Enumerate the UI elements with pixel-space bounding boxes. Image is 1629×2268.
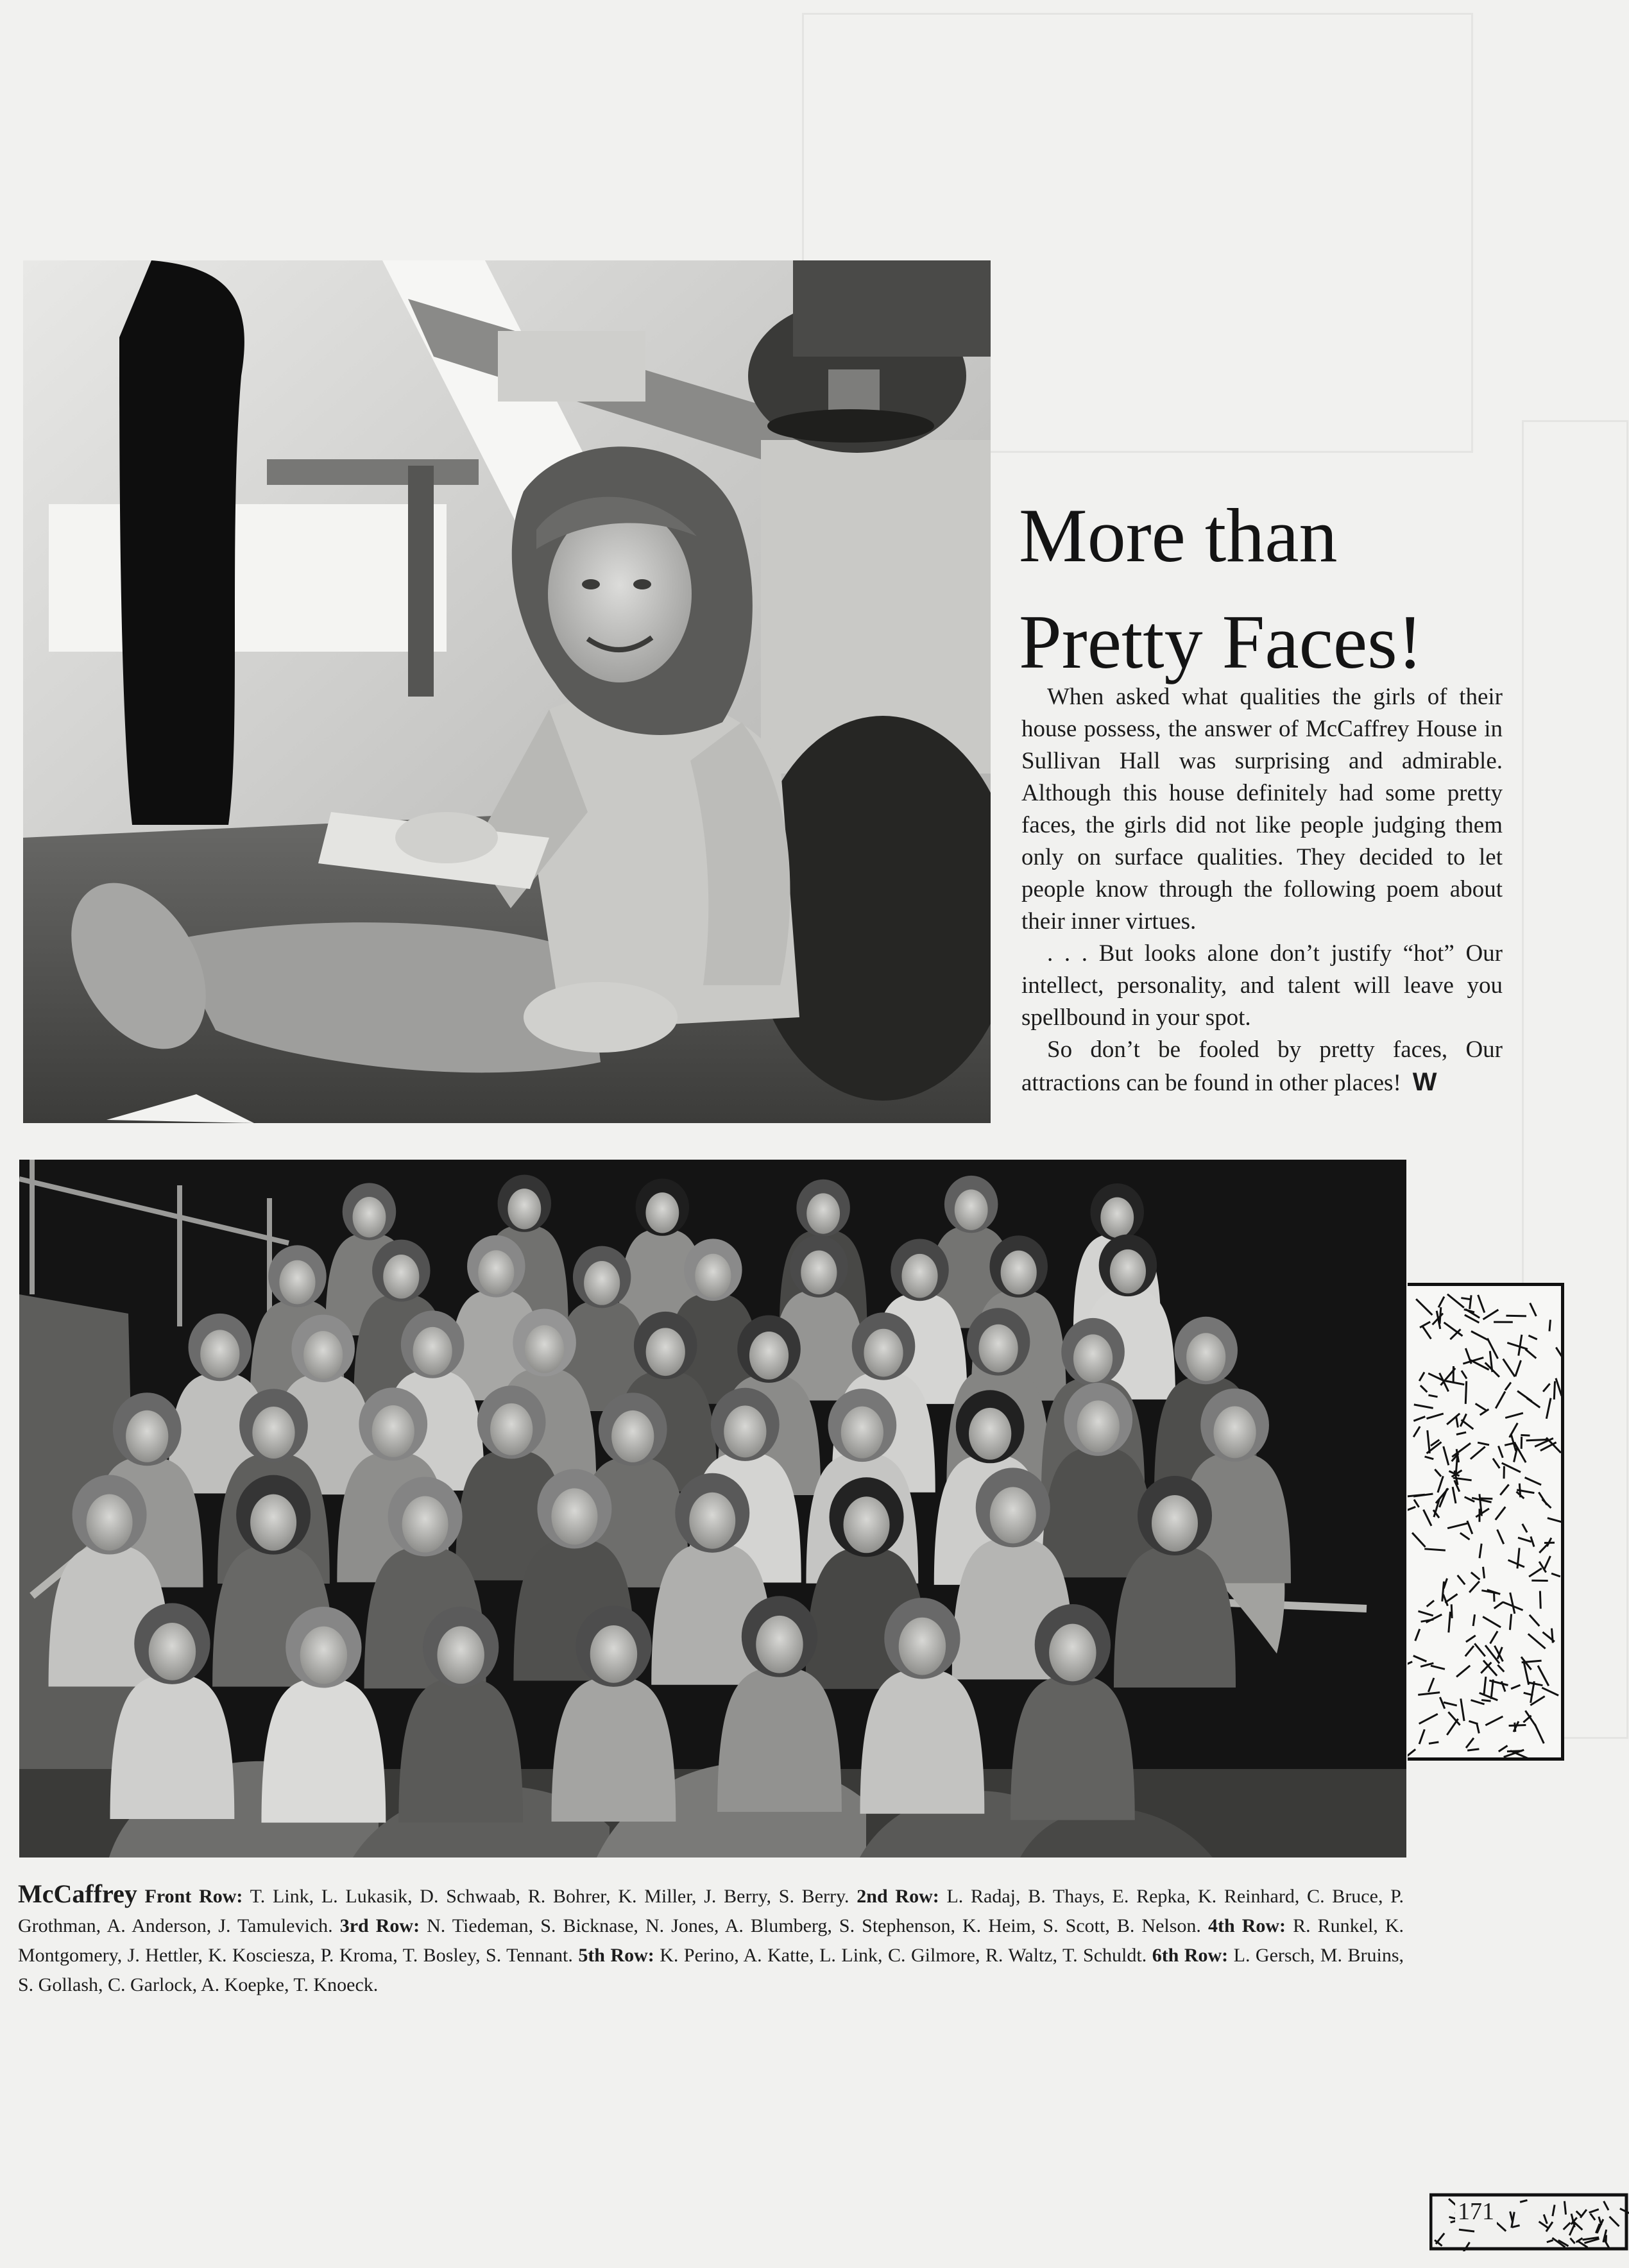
squiggle-mark [1420,1385,1428,1392]
squiggle-mark [1456,1432,1466,1434]
squiggle-mark [1442,1582,1444,1602]
squiggle-mark [1449,1612,1451,1633]
squiggle-mark [1591,2213,1595,2220]
squiggle-mark [1507,1751,1522,1752]
squiggle-mark [1444,1702,1457,1705]
squiggle-mark [1505,1413,1523,1418]
squiggle-mark [1580,2210,1587,2218]
squiggle-mark [1419,1372,1424,1381]
squiggle-mark [1425,1457,1434,1459]
squiggle-mark [1466,1636,1476,1642]
squiggle-mark [1429,1742,1438,1743]
squiggle-mark [1500,1485,1508,1495]
squiggle-mark [1467,1521,1472,1534]
headline-line-1: More than [1019,493,1338,578]
squiggle-mark [1483,1567,1485,1578]
headline-line-2: Pretty Faces! [1019,599,1423,684]
squiggle-mark [1529,1682,1543,1685]
squiggle-mark [1445,1594,1457,1602]
squiggle-mark [1556,1378,1561,1396]
squiggle-mark [1480,1544,1481,1559]
squiggle-mark [1426,1614,1442,1622]
squiggle-mark [1428,1395,1437,1397]
squiggle-mark [1490,1631,1498,1643]
squiggle-mark [1589,2209,1599,2212]
squiggle-mark [1412,1533,1425,1547]
squiggle-mark [1494,1602,1503,1609]
squiggle-mark [1426,1414,1443,1419]
squiggle-mark [1529,1568,1542,1577]
squiggle-mark [1413,1426,1420,1437]
squiggle-mark [1517,1391,1532,1401]
caption-house-name: McCaffrey [18,1879,137,1908]
squiggle-mark [1551,1573,1560,1577]
squiggle-mark [1481,1700,1490,1701]
caption-row-names: L. Gersch, M. Bruins, S. Gollash, C. Garlock, A. Koepke, T. Knoeck. [18,1945,1404,1995]
squiggle-mark [1408,1507,1415,1513]
decorative-pattern-box [1408,1283,1564,1761]
poem-stanza-1: . . . But looks alone don’t justify “hot” Our intellect, personality, and talent will leave you spellbound in your spot. [1021,940,1503,1031]
squiggle-mark [1548,1518,1561,1522]
squiggle-mark [1521,1657,1531,1670]
squiggle-mark [1418,1693,1440,1695]
squiggle-mark [1461,1298,1471,1299]
squiggle-mark [1419,1714,1438,1723]
squiggle-mark [1525,1477,1541,1485]
squiggle-mark [1528,1634,1546,1648]
squiggle-mark [1515,1360,1521,1376]
squiggle-mark [1528,1335,1537,1339]
page-number-block [1429,2192,1629,2251]
squiggle-mark [1467,1749,1479,1750]
squiggle-mark [1474,1643,1485,1656]
group-photo [19,1160,1406,1858]
dorm-room-photo-art [23,260,991,1123]
caption-row-names: T. Link, L. Lukasik, D. Schwaab, R. Bohrer, K. Miller, J. Berry, S. Berry. [250,1886,849,1907]
caption-row-names: L. Radaj, B. Thays, E. Repka, K. Reinhard, C. Bruce, P. Grothman, A. Anderson, J. Tamulevich. [18,1886,1404,1936]
squiggle-mark [1501,1681,1505,1691]
poem-stanza-2-text: So don’t be fooled by pretty faces, Our attractions can be found in other places! [1021,1037,1503,1096]
squiggle-mark [1458,1575,1465,1584]
squiggle-mark [1491,1679,1493,1698]
caption-row-label: 6th Row: [1152,1945,1229,1966]
squiggle-mark [1496,1507,1506,1519]
squiggle-mark [1478,1295,1485,1313]
squiggle-mark [1510,2212,1513,2221]
squiggle-mark [1435,1469,1441,1477]
squiggle-mark [1499,1746,1508,1752]
squiggle-mark [1415,1629,1420,1641]
squiggle-mark [1416,1299,1432,1315]
caption-row-label: 4th Row: [1207,1915,1286,1936]
squiggle-mark [1471,1332,1488,1340]
squiggle-mark [1518,1537,1531,1541]
squiggle-mark [1544,2215,1547,2224]
squiggle-mark [1564,2201,1565,2215]
squiggle-mark [1462,1371,1467,1379]
squiggle-mark [1470,1295,1471,1309]
squiggle-mark [1554,1381,1555,1400]
squiggle-mark [1520,2200,1527,2202]
squiggle-mark [1512,2226,1520,2228]
squiggle-mark [1413,1655,1427,1661]
squiggle-mark [1440,1307,1441,1324]
squiggle-mark [1428,1678,1434,1692]
squiggle-mark [1539,1544,1548,1553]
squiggle-mark [1493,1459,1499,1468]
squiggle-mark [1408,1662,1412,1667]
page-number: 171 [1455,2197,1497,2226]
squiggle-mark [1497,1665,1504,1672]
squiggle-mark [1519,1335,1522,1356]
squiggle-mark [1478,1443,1489,1445]
caption-row-names: R. Runkel, K. Montgomery, J. Hettler, K. Kosciesza, P. Kroma, T. Bosley, S. Tennant. [18,1915,1404,1966]
squiggle-mark [1438,1476,1443,1493]
dorm-room-photo [23,260,991,1123]
squiggle-mark [1465,1646,1474,1656]
squiggle-mark [1462,1420,1474,1429]
squiggle-mark [1444,1446,1449,1465]
squiggle-mark [1471,1447,1485,1459]
squiggle-mark [1419,1729,1424,1744]
squiggle-mark [1459,2230,1474,2231]
squiggle-mark [1414,1500,1419,1507]
squiggle-mark [1469,1721,1478,1723]
squiggle-mark [1485,1645,1499,1663]
squiggle-mark [1456,1666,1470,1677]
article-headline [1019,482,1506,695]
caption-row-label: 3rd Row: [339,1915,420,1936]
squiggle-mark [1420,1322,1430,1328]
squiggle-mark [1530,1697,1544,1705]
squiggle-mark [1609,2217,1619,2226]
squiggle-mark [1547,2240,1553,2242]
squiggle-mark [1496,1391,1505,1408]
group-photo-art [19,1160,1406,1858]
squiggle-mark [1530,1303,1537,1316]
squiggle-mark [1543,1384,1550,1391]
squiggle-mark [1576,2211,1581,2215]
squiggle-mark [1423,1327,1431,1339]
squiggle-mark [1505,1382,1511,1390]
squiggle-mark [1526,1350,1537,1358]
squiggle-mark [1508,1560,1524,1567]
squiggle-mark [1424,1510,1431,1526]
squiggle-mark [1460,1533,1470,1539]
squiggle-mark [1408,1749,1415,1757]
caption-row-names: N. Tiedeman, S. Bicknase, N. Jones, A. Blumberg, S. Stephenson, K. Heim, S. Scott, B. Nelson. [427,1915,1201,1936]
squiggle-mark [1544,1556,1550,1570]
squiggle-mark [1469,1581,1480,1592]
caption-row-label: 2nd Row: [857,1886,939,1907]
squiggle-mark [1413,1417,1425,1421]
squiggle-mark [1546,1437,1561,1453]
squiggle-mark [1522,1524,1527,1532]
squiggle-mark [1539,1493,1547,1505]
squiggle-mark [1484,1677,1486,1695]
caption-row-names: K. Perino, A. Katte, L. Link, C. Gilmore, R. Waltz, T. Schuldt. [660,1945,1147,1966]
squiggle-mark [1473,1614,1474,1626]
squiggle-mark [1480,1498,1492,1499]
squiggle-mark [1427,1600,1434,1606]
end-mark: W [1412,1068,1437,1096]
squiggle-mark [1414,1405,1433,1408]
squiggle-mark [1546,1398,1551,1419]
squiggle-mark [1604,2201,1608,2210]
squiggle-mark [1476,1403,1486,1410]
squiggle-mark [1465,1381,1466,1403]
squiggle-mark [1549,1320,1551,1332]
squiggle-mark [1438,1297,1444,1308]
squiggle-mark [1431,1666,1445,1669]
article-body [1021,681,1503,1099]
squiggle-mark [1424,1549,1446,1550]
squiggle-mark [1471,1572,1480,1579]
squiggle-mark [1538,1666,1549,1686]
squiggle-pattern-art [1408,1286,1561,1757]
squiggle-mark [1447,1523,1467,1528]
article-paragraph: When asked what qualities the girls of their house possess, the answer of McCaffrey House in Sullivan Hall was surprising and admirable. Although this house definitely had some pretty faces, the girls did not like people judging them only on surface qualities. They decided to let people know through the following poem about their inner virtues. [1021,684,1503,935]
squiggle-mark [1483,1310,1499,1319]
squiggle-mark [1436,2233,1444,2244]
squiggle-mark [1487,1339,1497,1359]
squiggle-mark [1498,1446,1503,1457]
squiggle-mark [1428,1430,1430,1453]
squiggle-mark [1503,1359,1515,1377]
squiggle-mark [1418,1611,1433,1616]
poem-stanza-2 [1021,1034,1503,1099]
squiggle-mark [1553,2205,1555,2216]
squiggle-mark [1570,2238,1574,2243]
squiggle-mark [1452,1443,1471,1457]
squiggle-mark [1507,1342,1528,1349]
squiggle-mark [1556,1348,1561,1361]
squiggle-mark [1510,1614,1511,1630]
photo-caption [18,1879,1404,2000]
squiggle-mark [1451,1604,1452,1618]
squiggle-mark [1447,1294,1464,1308]
squiggle-mark [1461,1698,1464,1721]
squiggle-mark [1530,1615,1540,1626]
squiggle-mark [1413,1494,1433,1496]
squiggle-mark [1466,1738,1474,1748]
squiggle-mark [1511,1685,1520,1689]
caption-row-label: 5th Row: [578,1945,654,1966]
squiggle-mark [1497,1530,1504,1544]
squiggle-mark [1456,1417,1458,1427]
squiggle-mark [1483,1617,1501,1628]
squiggle-mark [1542,1688,1558,1695]
squiggle-mark [1440,1373,1449,1392]
squiggle-mark [1564,2222,1571,2230]
squiggle-mark [1526,1439,1548,1441]
squiggle-mark [1485,1716,1503,1725]
squiggle-mark [1496,2222,1506,2231]
squiggle-mark [1453,1487,1456,1503]
squiggle-mark [1535,1724,1544,1743]
squiggle-mark [1510,1593,1515,1614]
caption-row-label: Front Row: [144,1886,243,1907]
